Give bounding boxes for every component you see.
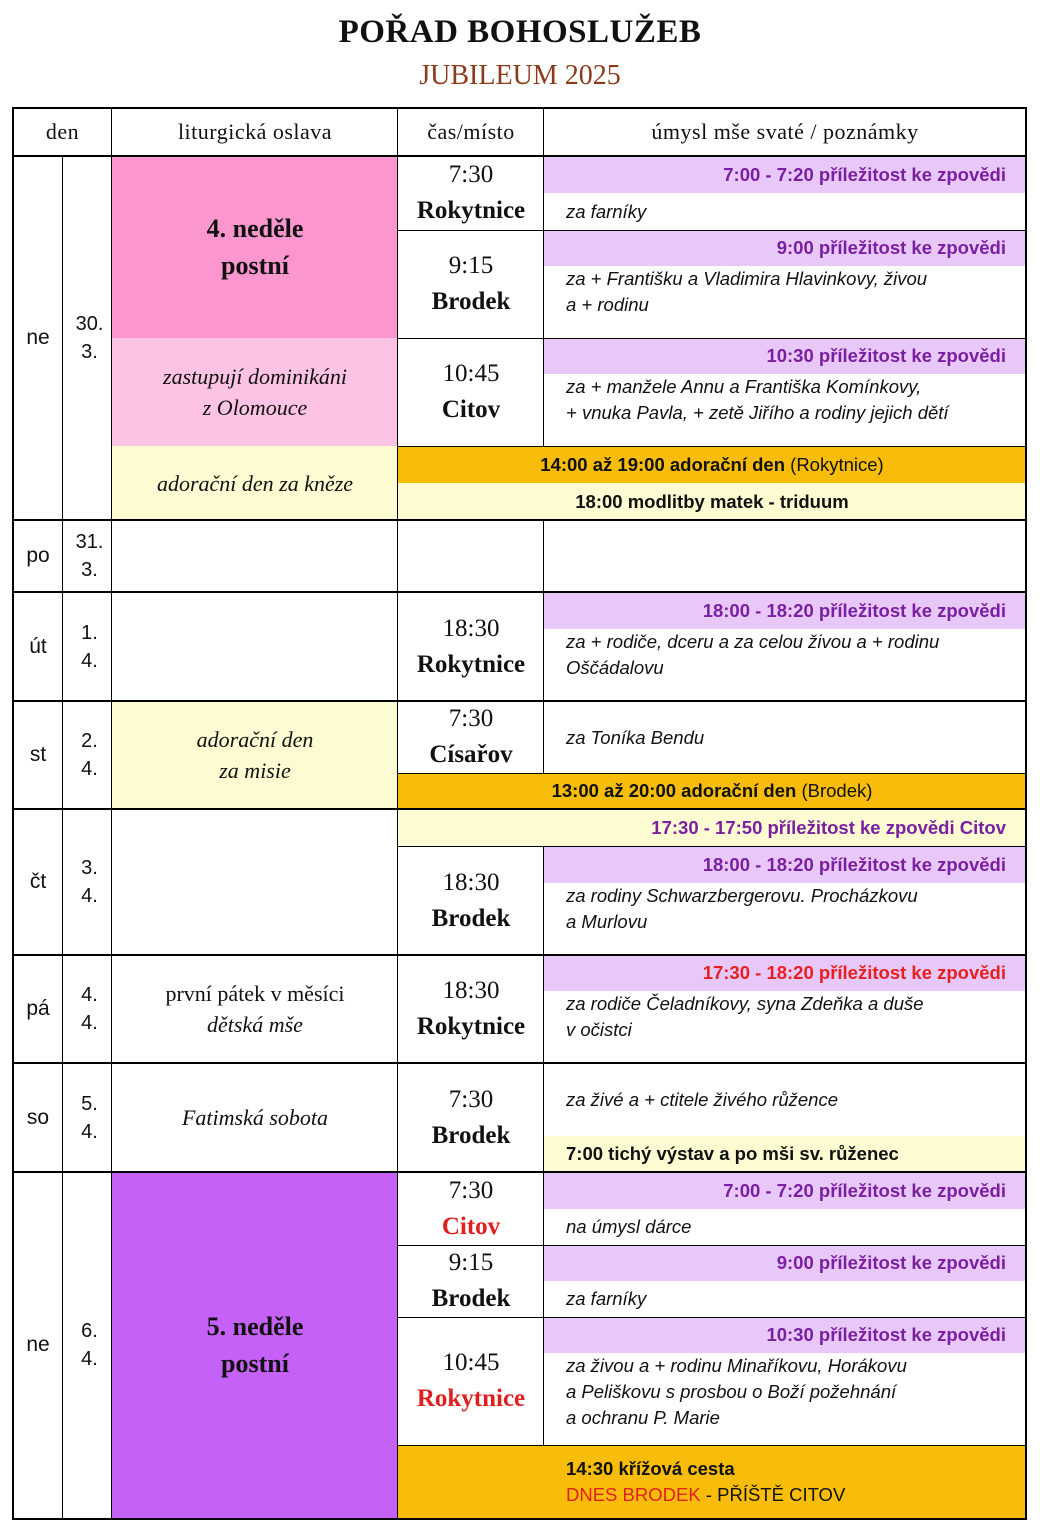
header-day: den xyxy=(45,119,80,144)
cell-divider xyxy=(398,846,1026,847)
mass-time-place: 9:15 Brodek xyxy=(431,252,511,315)
mass-time-place: 18:30 Rokytnice xyxy=(416,977,526,1040)
confession-note: 7:00 - 7:20 příležitost ke zpovědi xyxy=(544,156,1026,193)
confession-note: 10:30 příležitost ke zpovědi xyxy=(544,338,1026,374)
table-border xyxy=(12,107,1027,1520)
day-date: 2. 4. xyxy=(81,730,98,780)
confession-note: 17:30 - 18:20 příležitost ke zpovědi xyxy=(544,955,1026,991)
mass-time-place: 9:15 Brodek xyxy=(431,1249,511,1312)
mass-time-place: 10:45 Citov xyxy=(441,360,501,423)
cell-divider xyxy=(398,1445,1026,1446)
row-divider xyxy=(12,155,1027,157)
mass-intention: na úmysl dárce xyxy=(566,1216,692,1237)
confession-note: 10:30 příležitost ke zpovědi xyxy=(544,1317,1026,1353)
confession-note: 18:00 - 18:20 příležitost ke zpovědi xyxy=(544,592,1026,629)
row-divider xyxy=(12,591,1027,593)
liturgy-note-dominicans: zastupují dominikáni z Olomouce xyxy=(112,338,398,446)
mass-time-place: 10:45 Rokytnice xyxy=(416,1349,526,1412)
cell-divider xyxy=(398,338,1026,339)
way-of-cross-note: 14:30 křížová cesta DNES BRODEK - PŘÍŠTĚ CITOV xyxy=(398,1445,1026,1518)
mass-intention: za farníky xyxy=(566,1288,647,1309)
mass-intention: za Toníka Bendu xyxy=(566,727,705,748)
confession-note: 9:00 příležitost ke zpovědi xyxy=(544,1245,1026,1281)
confession-note: 9:00 příležitost ke zpovědi xyxy=(544,230,1026,266)
column-divider xyxy=(397,107,398,1519)
row-divider xyxy=(12,954,1027,956)
day-name: čt xyxy=(29,870,47,893)
row-divider xyxy=(12,1062,1027,1064)
cell-divider xyxy=(398,1317,1026,1318)
mass-time-place: 7:30 Brodek xyxy=(431,1085,511,1149)
cell-divider xyxy=(398,1245,1026,1246)
mass-intention: za rodiny Schwarzbergerovu. Procházkovu a Murlovu xyxy=(566,885,918,932)
page-subtitle: JUBILEUM 2025 xyxy=(419,60,621,91)
mass-intention: za farníky xyxy=(566,200,647,222)
header-intention: úmysl mše svaté / poznámky xyxy=(651,119,919,144)
mass-time-place: 18:30 Rokytnice xyxy=(416,614,526,678)
day-name: st xyxy=(29,743,47,766)
adoration-note: 13:00 až 20:00 adorační den (Brodek) xyxy=(398,773,1026,809)
liturgy-sunday-5-lent: 5. neděle postní xyxy=(112,1172,398,1518)
day-name: po xyxy=(26,544,50,567)
mothers-prayer-note: 18:00 modlitby matek - triduum xyxy=(398,483,1026,520)
liturgy-sunday-4-lent: 4. neděle postní xyxy=(112,156,398,338)
row-divider xyxy=(12,700,1027,702)
confession-note: 18:00 - 18:20 příležitost ke zpovědi xyxy=(544,846,1026,883)
row-divider xyxy=(12,519,1027,521)
row-divider xyxy=(12,808,1027,810)
confession-note: 7:00 - 7:20 příležitost ke zpovědi xyxy=(544,1172,1026,1209)
day-date: 30. 3. xyxy=(75,313,104,363)
day-name: út xyxy=(29,634,47,658)
day-date: 31. 3. xyxy=(75,531,104,581)
adoration-note: 14:00 až 19:00 adorační den (Rokytnice) xyxy=(398,446,1026,483)
column-divider xyxy=(543,846,544,1445)
mass-intention: za živé a + ctitele živého růžence xyxy=(566,1088,838,1110)
column-divider xyxy=(62,157,63,1519)
liturgy-fatima-saturday: Fatimská sobota xyxy=(181,1105,329,1130)
mass-time-place: 7:30 Rokytnice xyxy=(416,161,526,224)
confession-note-citov: 17:30 - 17:50 příležitost ke zpovědi Citov xyxy=(398,809,1026,846)
day-name: ne xyxy=(26,326,50,349)
day-date: 6. 4. xyxy=(81,1320,98,1370)
day-name: pá xyxy=(26,997,50,1020)
day-name: so xyxy=(26,1105,50,1129)
column-divider xyxy=(543,107,544,446)
cell-divider xyxy=(398,773,1026,774)
mass-intention: za + rodiče, dceru a za celou živou a + rodinu Oščádalovu xyxy=(566,631,940,678)
column-divider xyxy=(111,107,112,1519)
header-liturgy: liturgická oslava xyxy=(177,119,333,144)
mass-intention: za + manžele Annu a Františka Komínkovy, + vnuka Pavla, + zetě Jiřího a rodiny jejich dětí xyxy=(566,376,949,423)
mass-intention: za + Františku a Vladimira Hlavinkovy, živou a + rodinu xyxy=(566,268,928,315)
row-divider xyxy=(12,1171,1027,1173)
day-date: 5. 4. xyxy=(81,1092,98,1143)
mass-time-place: 7:30 Císařov xyxy=(429,705,513,768)
cell-divider xyxy=(398,446,1026,447)
page-title: POŘAD BOHOSLUŽEB xyxy=(338,14,702,50)
cell-divider xyxy=(398,230,1026,231)
liturgy-adoration-missions: adorační den za misie xyxy=(112,701,398,809)
mass-intention: za rodiče Čeladníkovy, syna Zdeňka a duše v očistci xyxy=(566,993,924,1040)
rosary-note: 7:00 tichý výstav a po mši sv. růženec xyxy=(544,1136,1026,1172)
day-date: 3. 4. xyxy=(81,857,98,907)
mass-time-place: 7:30 Citov xyxy=(441,1176,501,1240)
column-divider xyxy=(543,521,544,773)
day-name: ne xyxy=(26,1333,50,1356)
day-date: 4. 4. xyxy=(81,984,98,1034)
liturgy-note-adoration: adorační den za kněze xyxy=(112,446,398,520)
header-time-place: čas/místo xyxy=(427,119,515,144)
mass-time-place: 18:30 Brodek xyxy=(431,868,511,932)
liturgy-first-friday: první pátek v měsíci dětská mše xyxy=(165,981,345,1037)
mass-intention: za živou a + rodinu Minaříkovu, Horákovu a Peliškovu s prosbou o Boží požehnání a ochranu P. Marie xyxy=(566,1355,907,1428)
day-date: 1. 4. xyxy=(81,621,98,672)
